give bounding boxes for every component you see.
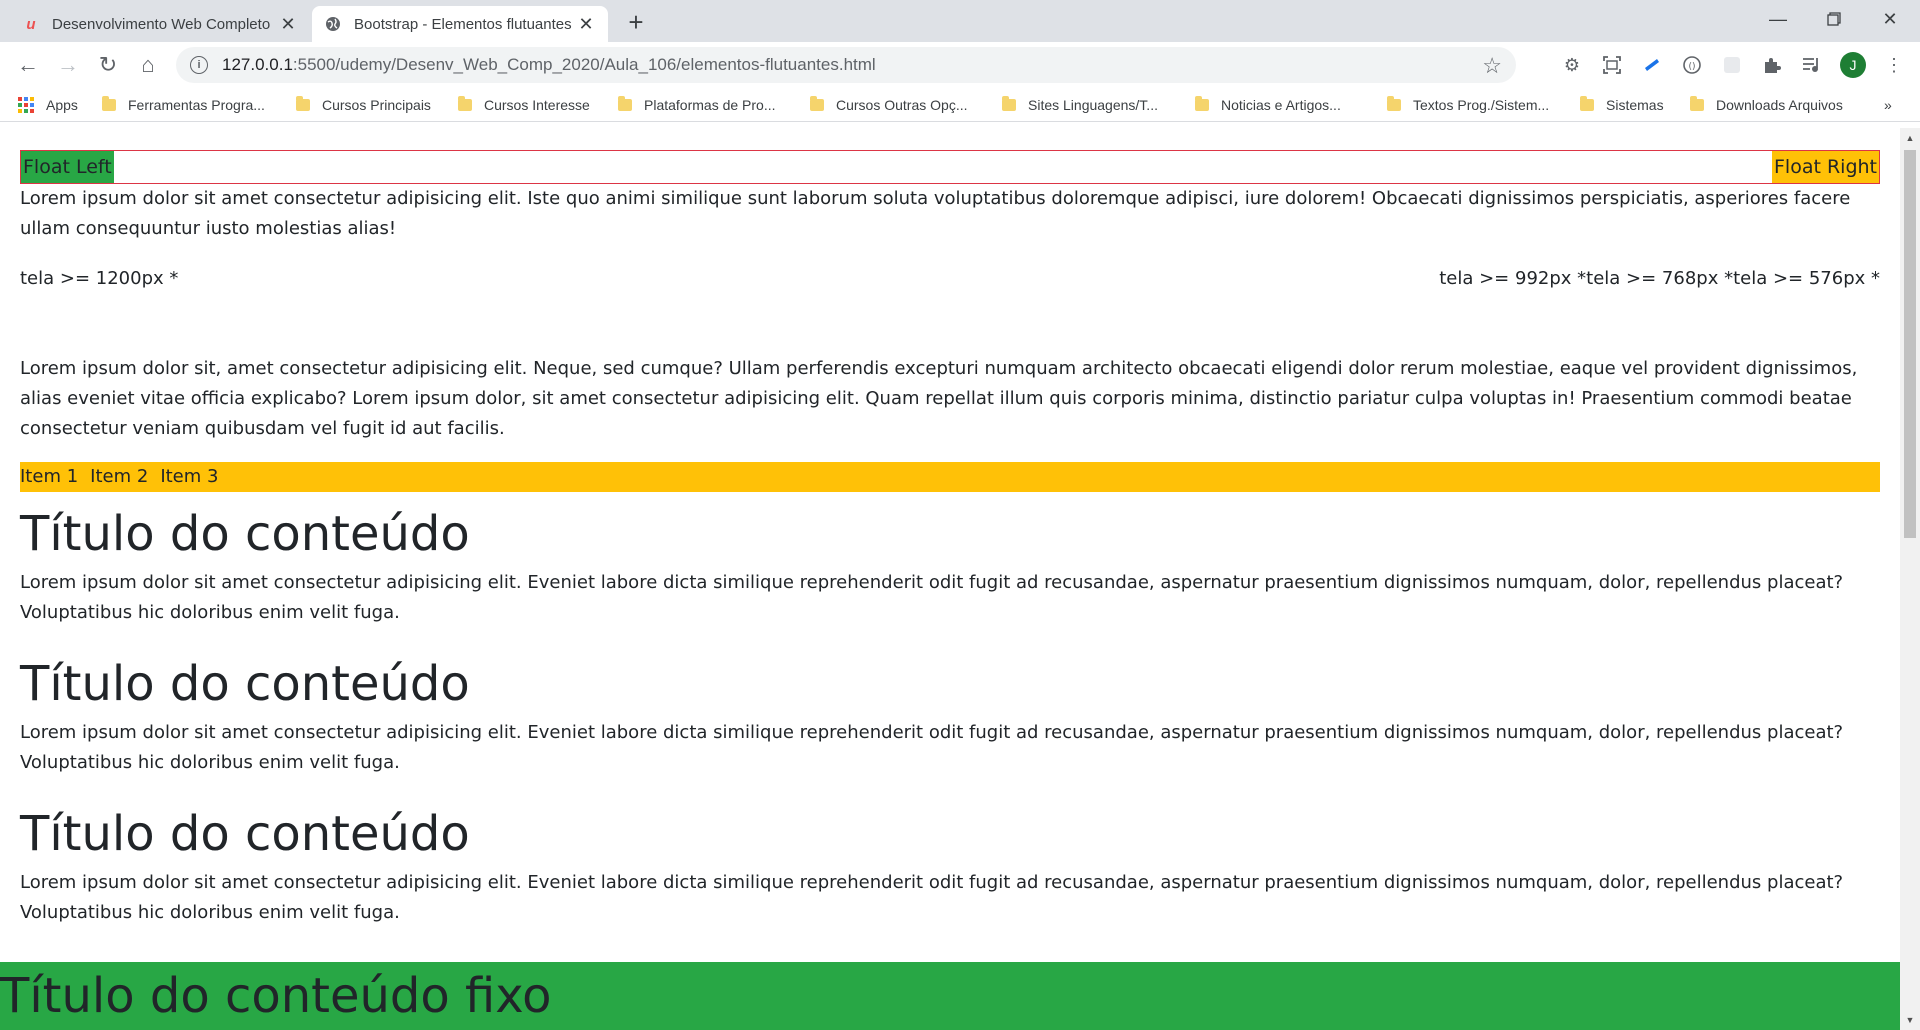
minimize-icon[interactable]: — [1769,8,1787,29]
nav-item-3[interactable]: Item 3 [160,466,219,487]
bookmark-label: Apps [46,97,78,113]
folder-icon [1195,99,1209,111]
breakpoint-left-text: tela >= 1200px * [20,268,179,289]
globe-icon [324,15,342,33]
media-control-icon[interactable] [1800,53,1824,77]
bookmark-star-icon[interactable]: ☆ [1482,53,1502,78]
blue-extension-icon[interactable] [1640,53,1664,77]
close-window-icon[interactable]: ✕ [1882,8,1898,29]
folder-icon [1580,99,1594,111]
menu-dots-icon[interactable]: ⋮ [1885,54,1903,75]
url-path: :5500/udemy/Desenv_Web_Comp_2020/Aula_106/elementos-flutuantes.html [292,55,876,74]
content-paragraph: Lorem ipsum dolor sit amet consectetur adipisicing elit. Eveniet labore dicta similique reprehenderit odit fugit ad recusandae, aspernatur praesentium dignissimos numquam, dolor, repellendus placeat? Voluptatibus hic doloribus enim velit fuga. [20,722,1844,773]
bookmark-label: Cursos Interesse [484,97,590,113]
bookmark-folder[interactable] [102,94,265,116]
tab-strip [0,0,1920,42]
bookmark-folder[interactable] [1387,94,1549,116]
scroll-up-arrow-icon[interactable]: ▲ [1905,133,1915,143]
tab-title: Bootstrap - Elementos flutuantes [354,15,572,33]
scrollbar-thumb[interactable] [1904,150,1916,538]
content-title: Título do conteúdo [20,806,470,862]
float-container [20,150,1880,184]
scroll-down-arrow-icon[interactable]: ▼ [1905,1015,1915,1025]
apps-grid-icon [18,97,34,113]
tab-desenvolvimento-web[interactable] [10,6,310,42]
bookmark-folder[interactable] [1195,94,1341,116]
close-tab-icon[interactable]: ✕ [578,13,594,34]
bookmark-label: Ferramentas Progra... [128,97,265,113]
new-tab-button[interactable]: + [628,6,644,37]
tab-title: Desenvolvimento Web Completo [52,15,271,33]
second-paragraph: Lorem ipsum dolor sit, amet consectetur adipisicing elit. Neque, sed cumque? Ullam perferendis excepturi numquam architecto obcaecati eligendi dolor rerum molestiae, eaque vel provident dignissimos, alias eveniet vitae officia explicabo? Lorem ipsum dolor, sit amet consectetur adipisicing elit. Quam repellat illum quis corporis minima, distinctio pariatur culpa voluptas in! Praesentium commodi beatae consectetur veniam quibusdam vel fugit id aut facilis. [20,358,1858,439]
restore-icon[interactable] [1806,0,1862,38]
bookmark-label: Cursos Outras Opç... [836,97,968,113]
back-icon[interactable]: ← [17,52,39,77]
page-scrollbar[interactable] [1900,128,1920,1030]
site-info-icon[interactable]: i [190,56,208,74]
folder-icon [1690,99,1704,111]
bookmark-folder[interactable] [1580,94,1664,116]
bookmark-label: Noticias e Artigos... [1221,97,1341,113]
folder-icon [1002,99,1016,111]
bookmark-label: Sistemas [1606,97,1664,113]
bookmark-label: Sites Linguagens/T... [1028,97,1158,113]
page-viewport [0,128,1900,1030]
item-nav-bar [20,462,1880,492]
content-paragraph: Lorem ipsum dolor sit amet consectetur adipisicing elit. Eveniet labore dicta similique reprehenderit odit fugit ad recusandae, aspernatur praesentium dignissimos numquam, dolor, repellendus placeat? Voluptatibus hic doloribus enim velit fuga. [20,872,1844,923]
folder-icon [458,99,472,111]
blank-extension-icon[interactable] [1720,53,1744,77]
nav-item-1[interactable]: Item 1 [20,466,79,487]
bookmark-folder[interactable] [458,94,590,116]
svg-text:(): () [1688,62,1696,72]
folder-icon [1387,99,1401,111]
breakpoint-right-text: tela >= 992px *tela >= 768px *tela >= 576px * [1439,268,1880,289]
fixed-content-title: Título do conteúdo fixo [0,962,1900,1030]
forward-icon[interactable]: → [57,52,79,77]
float-right-box: Float Right [1772,151,1879,183]
bookmark-label: Plataformas de Pro... [644,97,776,113]
intro-paragraph: Lorem ipsum dolor sit amet consectetur adipisicing elit. Iste quo animi similique sunt laborum soluta voluptatibus doloremque adipisci, iure dolorem! Obcaecati dignissimos perspiciatis, asperiores facere ullam consequuntur iusto molestias alias! [20,188,1851,239]
bookmark-folder[interactable] [1690,94,1843,116]
bookmark-label: Cursos Principais [322,97,431,113]
nav-item-2[interactable]: Item 2 [90,466,149,487]
bookmark-folder[interactable] [810,94,967,116]
extensions-puzzle-icon[interactable] [1760,53,1784,77]
reload-icon[interactable]: ↻ [98,52,118,77]
bookmark-folder[interactable] [296,94,431,116]
bookmark-label: Textos Prog./Sistem... [1413,97,1550,113]
content-paragraph: Lorem ipsum dolor sit amet consectetur adipisicing elit. Eveniet labore dicta similique reprehenderit odit fugit ad recusandae, aspernatur praesentium dignissimos numquam, dolor, repellendus placeat? Voluptatibus hic doloribus enim velit fuga. [20,572,1844,623]
bookmarks-overflow-icon[interactable]: » [1884,97,1892,113]
udemy-icon: u [26,15,36,33]
bookmark-folder[interactable] [1002,94,1158,116]
folder-icon [618,99,632,111]
bookmarks-bar [0,88,1920,122]
url-host: 127.0.0.1 [222,55,293,74]
folder-icon [102,99,116,111]
bookmark-folder[interactable] [618,94,776,116]
profile-avatar[interactable]: J [1840,52,1866,78]
float-left-box: Float Left [21,151,114,183]
folder-icon [296,99,310,111]
address-bar[interactable] [176,47,1516,83]
content-title: Título do conteúdo [20,656,470,712]
code-extension-icon[interactable] [1680,53,1704,77]
content-title: Título do conteúdo [20,506,470,562]
bookmark-label: Downloads Arquivos [1716,97,1843,113]
tab-bootstrap-elementos[interactable] [312,6,608,42]
browser-toolbar [0,42,1920,88]
screenshot-extension-icon[interactable] [1600,53,1624,77]
close-tab-icon[interactable]: ✕ [280,13,296,34]
extension-gear-icon[interactable]: ⚙ [1563,54,1581,75]
home-icon[interactable]: ⌂ [141,52,155,77]
bookmark-apps[interactable] [18,94,78,116]
folder-icon [810,99,824,111]
